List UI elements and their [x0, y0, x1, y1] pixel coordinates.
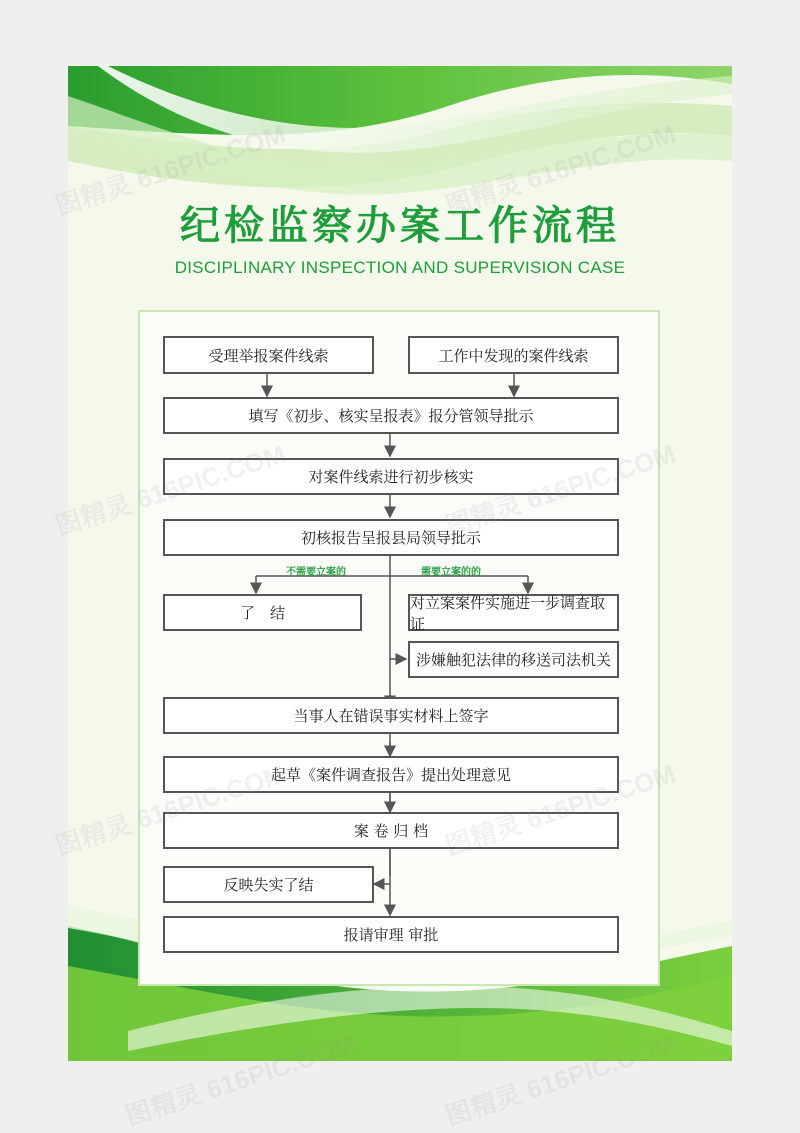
flow-result-close: 了 结 — [163, 594, 362, 631]
flow-step-approve: 报请审理 审批 — [163, 916, 619, 953]
branch-label-no-case: 不需要立案的 — [286, 567, 346, 578]
flow-step-verify: 对案件线索进行初步核实 — [163, 458, 619, 495]
page-title: 纪检监察办案工作流程 — [180, 203, 620, 249]
flow-step-source-report: 受理举报案件线索 — [163, 336, 374, 374]
page-subtitle: DISCIPLINARY INSPECTION AND SUPERVISION CASE — [174, 258, 626, 277]
watermark: 图精灵 616PIC.COM — [441, 1028, 680, 1132]
flow-step-false-report: 反映失实了结 — [163, 866, 374, 903]
flow-result-investigate: 对立案案件实施进一步调查取证 — [408, 594, 619, 631]
flow-step-sign: 当事人在错误事实材料上签字 — [163, 697, 619, 734]
flow-step-fill-form: 填写《初步、核实呈报表》报分管领导批示 — [163, 397, 619, 434]
flow-step-draft: 起草《案件调查报告》提出处理意见 — [163, 756, 619, 793]
flow-step-report: 初核报告呈报县局领导批示 — [163, 519, 619, 556]
flow-step-archive: 案 卷 归 档 — [163, 812, 619, 849]
poster — [68, 66, 732, 1061]
flow-step-source-discovered: 工作中发现的案件线索 — [408, 336, 619, 374]
branch-label-need-case: 需要立案的的 — [421, 567, 481, 578]
flow-result-transfer: 涉嫌触犯法律的移送司法机关 — [408, 641, 619, 678]
flowchart-connectors — [68, 66, 732, 1061]
watermark: 图精灵 616PIC.COM — [121, 1028, 360, 1132]
